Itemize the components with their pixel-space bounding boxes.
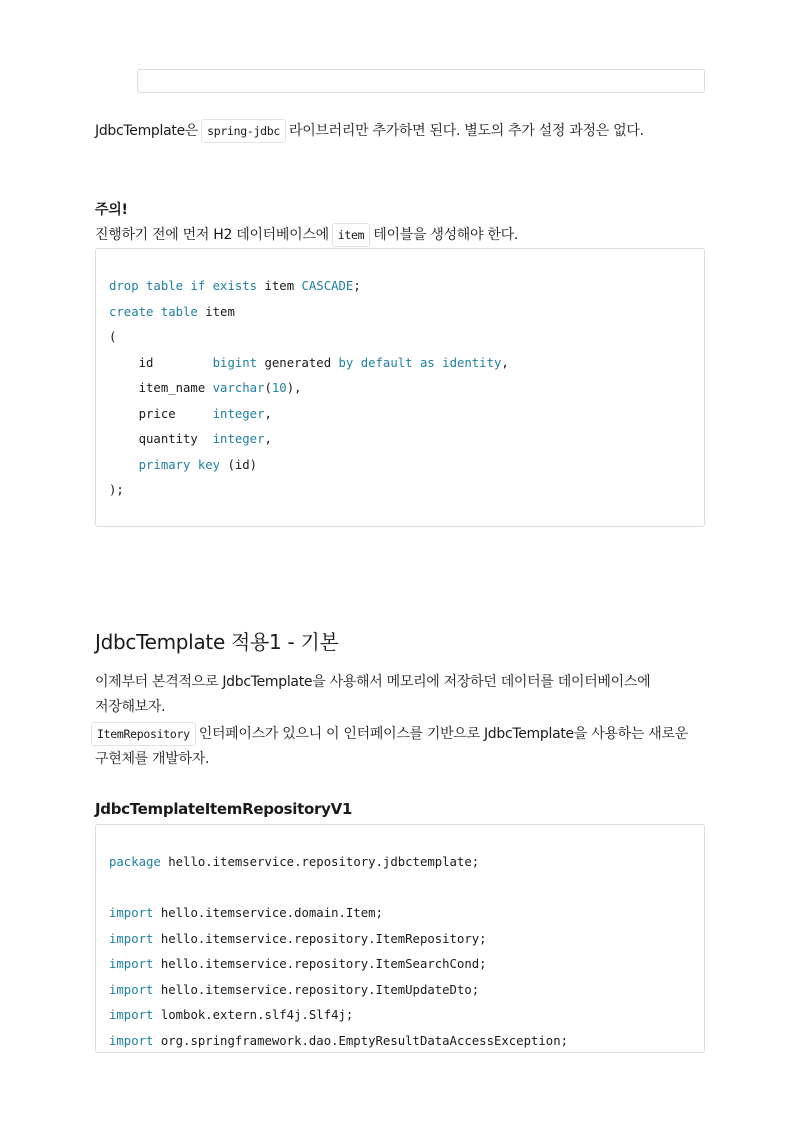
code-text: id bbox=[109, 355, 213, 370]
code-keyword: import bbox=[109, 906, 154, 920]
code-text: ( bbox=[109, 330, 117, 344]
code-text: org.springframework.dao.EmptyResultDataAccessException; bbox=[153, 1033, 569, 1048]
inline-code-itemrepository: ItemRepository bbox=[91, 722, 196, 746]
code-text bbox=[109, 458, 139, 472]
file-title: JdbcTemplateItemRepositoryV1 bbox=[95, 800, 353, 818]
code-line bbox=[109, 1029, 568, 1055]
code-keyword: import bbox=[109, 1033, 154, 1048]
code-line bbox=[109, 850, 568, 876]
code-text: hello.itemservice.repository.ItemSearchCond; bbox=[153, 957, 487, 971]
notice-text: 진행하기 전에 먼저 H2 데이터베이스에 bbox=[95, 227, 329, 243]
code-line bbox=[109, 478, 509, 504]
code-text: generated bbox=[257, 355, 339, 370]
notice-paragraph bbox=[95, 224, 518, 244]
code-text: (id) bbox=[220, 457, 258, 472]
notice-text-rest: 테이블을 생성해야 한다. bbox=[373, 227, 518, 243]
code-text: hello.itemservice.repository.ItemRepository; bbox=[153, 931, 487, 946]
code-keyword: import bbox=[109, 982, 154, 997]
code-line bbox=[109, 876, 568, 902]
intro-text-rest: 라이브러리만 추가하면 된다. 별도의 추가 설정 과정은 없다. bbox=[288, 123, 644, 139]
code-text: item bbox=[197, 304, 235, 319]
code-text: hello.itemservice.domain.Item; bbox=[153, 906, 383, 920]
code-text: ), bbox=[286, 381, 302, 395]
code-text: ; bbox=[353, 279, 361, 293]
code-line bbox=[109, 402, 509, 428]
code-keyword: bigint bbox=[212, 355, 258, 370]
intro-text: JdbcTemplate은 bbox=[95, 123, 199, 139]
para2-line1 bbox=[88, 723, 688, 743]
notice-title: 주의! bbox=[95, 202, 128, 218]
code-keyword: import bbox=[109, 1008, 154, 1022]
para1-line1: 이제부터 본격적으로 JdbcTemplate을 사용해서 메모리에 저장하던 데이터를 데이터베이스에 bbox=[95, 674, 651, 690]
para2-text: 인터페이스가 있으니 이 인터페이스를 기반으로 JdbcTemplate을 사용하는 새로운 bbox=[198, 726, 688, 742]
code-line bbox=[109, 325, 509, 351]
para2-line2: 구현체를 개발하자. bbox=[95, 751, 210, 767]
sql-code bbox=[109, 274, 509, 504]
code-keyword: create table bbox=[109, 304, 198, 319]
code-text: , bbox=[264, 432, 272, 446]
code-text: quantity bbox=[109, 432, 213, 446]
code-text: hello.itemservice.repository.ItemUpdateDto; bbox=[153, 982, 480, 997]
code-line bbox=[109, 901, 568, 927]
code-keyword: primary key bbox=[138, 457, 221, 472]
code-keyword: import bbox=[109, 957, 154, 971]
code-keyword: varchar bbox=[212, 381, 265, 395]
code-text: item_name bbox=[109, 381, 213, 395]
code-keyword: package bbox=[109, 855, 161, 869]
code-keyword: by default as identity bbox=[338, 355, 502, 370]
code-text: hello.itemservice.repository.jdbctemplate; bbox=[160, 855, 480, 869]
code-keyword: CASCADE bbox=[301, 279, 354, 293]
code-keyword: 10 bbox=[271, 381, 287, 395]
code-text: ( bbox=[264, 381, 272, 395]
code-text: , bbox=[501, 355, 509, 370]
java-code bbox=[109, 850, 568, 1054]
code-text: price bbox=[109, 406, 213, 421]
section-heading: JdbcTemplate 적용1 - 기본 bbox=[95, 630, 339, 654]
code-keyword: integer bbox=[212, 406, 265, 421]
code-text: , bbox=[264, 406, 272, 421]
code-keyword: integer bbox=[212, 432, 265, 446]
code-text: lombok.extern.slf4j.Slf4j; bbox=[153, 1008, 354, 1022]
code-line bbox=[109, 274, 509, 300]
code-text: item bbox=[257, 279, 302, 293]
inline-code-item: item bbox=[332, 223, 371, 247]
empty-code-block bbox=[137, 69, 705, 93]
code-line bbox=[109, 427, 509, 453]
code-line bbox=[109, 978, 568, 1004]
code-line bbox=[109, 453, 509, 479]
code-text: ); bbox=[109, 483, 124, 497]
code-line bbox=[109, 376, 509, 402]
code-line bbox=[109, 300, 509, 326]
code-line bbox=[109, 927, 568, 953]
inline-code-spring-jdbc: spring-jdbc bbox=[201, 119, 286, 143]
code-keyword: drop table if exists bbox=[109, 279, 258, 293]
intro-paragraph bbox=[95, 120, 644, 140]
code-keyword: import bbox=[109, 931, 154, 946]
code-line bbox=[109, 1003, 568, 1029]
code-line bbox=[109, 952, 568, 978]
code-line bbox=[109, 351, 509, 377]
para1-line2: 저장해보자. bbox=[95, 699, 166, 715]
